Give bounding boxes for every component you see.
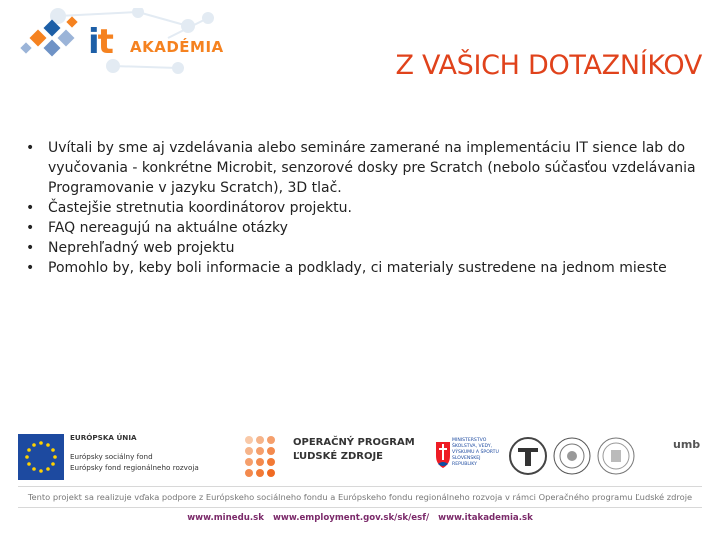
op-line-2: ĽUDSKÉ ZDROJE	[293, 451, 384, 462]
partner-logos	[0, 428, 720, 490]
list-item-text: Neprehľadný web projektu	[48, 240, 235, 256]
eu-fund-line-1: Európsky sociálny fond	[70, 452, 153, 461]
university-seal-icon	[508, 436, 548, 476]
bullet-marker: •	[26, 240, 35, 256]
list-item	[24, 258, 704, 278]
list-item-text: Častejšie stretnutia koordinátorov projektu.	[48, 200, 352, 216]
logo-letter-i: i	[88, 22, 98, 62]
op-dots-icon	[243, 434, 287, 480]
op-line-1: OPERAČNÝ PROGRAM	[293, 437, 415, 448]
link-employment[interactable]: www.employment.gov.sk/sk/esf/	[272, 513, 430, 523]
umb-logo: umb	[673, 438, 701, 451]
funding-note: Tento projekt sa realizuje vďaka podpore z Európskeho sociálneho fondu a Európskeho fondu regionálneho rozvoja v rámci Operačného programu Ľudské zdroje	[27, 492, 693, 502]
university-seal-icon	[596, 436, 636, 476]
bullet-marker: •	[26, 200, 35, 216]
bullet-marker: •	[26, 220, 35, 236]
link-itakademia[interactable]: www.itakademia.sk	[438, 513, 533, 523]
university-seal-icon	[552, 436, 592, 476]
eu-title: EURÓPSKA ÚNIA	[70, 433, 137, 442]
list-item-text: FAQ nereagujú na aktuálne otázky	[48, 220, 288, 236]
slide-title: Z VAŠICH DOTAZNÍKOV	[395, 50, 702, 81]
feedback-list	[24, 138, 704, 278]
bullet-marker: •	[26, 140, 35, 156]
logo-it-letters	[88, 22, 112, 62]
footer-links	[0, 513, 720, 523]
list-item	[24, 238, 704, 258]
eu-logo-text	[70, 432, 199, 473]
list-item	[24, 138, 704, 198]
footer-divider	[18, 507, 702, 508]
footer-divider	[18, 486, 702, 487]
list-item-text: Uvítali by sme aj vzdelávania alebo semináre zamerané na implementáciu IT sience lab do vyučovania - konkrétne Microbit, senzorové dosky pre Scratch (nebolo súčasťou vzdelávania Programovanie v jazyku Scratch), 3D tlač.	[48, 140, 696, 196]
op-logo-text	[293, 436, 415, 464]
it-akademia-logo	[18, 8, 224, 78]
list-item	[24, 198, 704, 218]
logo-letter-t: t	[97, 22, 112, 62]
eu-flag-icon	[18, 434, 64, 480]
list-item	[24, 218, 704, 238]
eu-fund-line-2: Európsky fond regionálneho rozvoja	[70, 463, 199, 472]
link-minedu[interactable]: www.minedu.sk	[187, 513, 264, 523]
ministry-text: MINISTERSTVO ŠKOLSTVA, VEDY, VÝSKUMU A ŠPORTU SLOVENSKEJ REPUBLIKY	[452, 438, 499, 467]
list-item-text: Pomohlo by, keby boli informacie a podklady, ci materialy sustredene na jednom mieste	[48, 260, 667, 276]
logo-wordmark: AKADÉMIA	[130, 38, 224, 56]
bullet-marker: •	[26, 260, 35, 276]
